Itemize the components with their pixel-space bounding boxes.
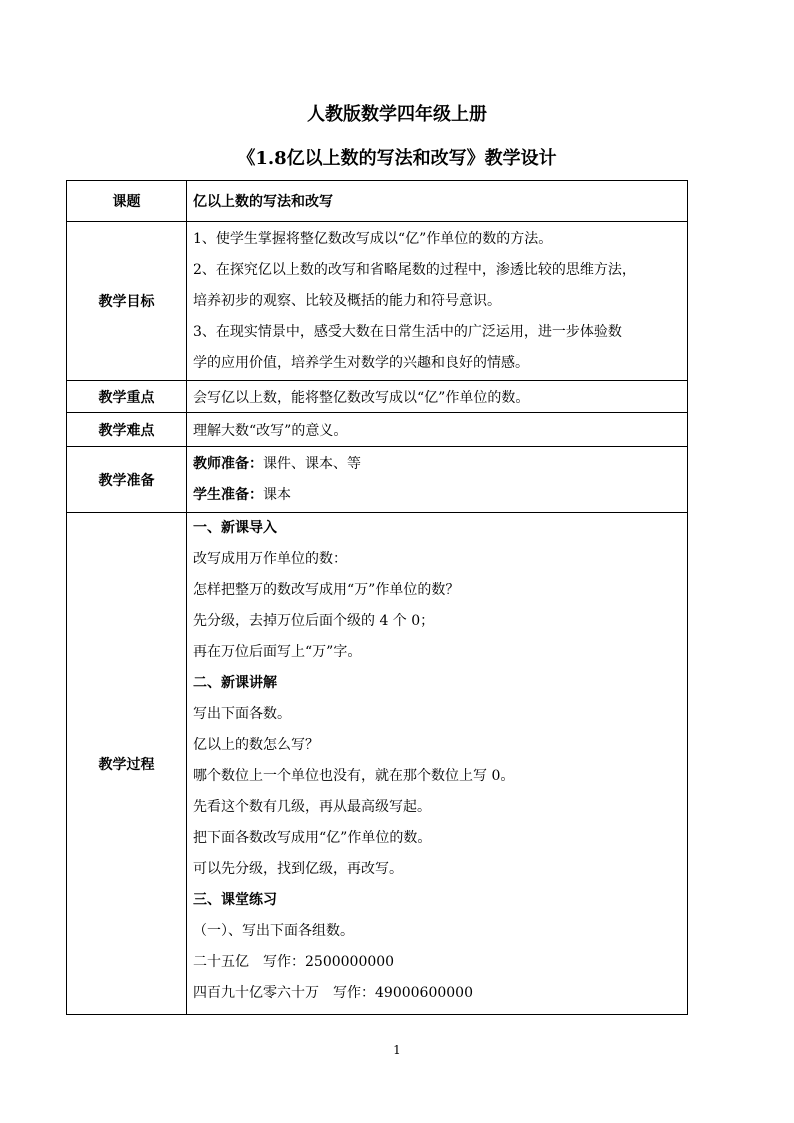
difficulties-label: 教学难点 — [67, 413, 187, 447]
section-heading: 三、课堂练习 — [193, 892, 277, 908]
topic-label: 课题 — [67, 181, 187, 222]
goal-line: 1、使学生掌握将整亿数改写成以“亿”作单位的数的方法。 — [193, 230, 553, 247]
preparation-content — [187, 447, 688, 513]
row-difficulties — [67, 413, 688, 447]
lesson-title: 《1.8亿以上数的写法和改写》教学设计 — [237, 148, 557, 169]
process-line: 怎样把整万的数改写成用“万”作单位的数？ — [193, 582, 460, 598]
goals-label: 教学目标 — [67, 222, 187, 381]
section-heading: 一、新课导入 — [193, 520, 277, 536]
goal-line: 培养初步的观察、比较及概括的能力和符号意识。 — [193, 292, 501, 309]
student-prep — [193, 480, 681, 511]
process-line: 把下面各数改写成用“亿”作单位的数。 — [193, 830, 432, 846]
process-line: 先看这个数有几级，再从最高级写起。 — [193, 799, 431, 815]
teacher-prep-value: 课件、课本、等 — [263, 455, 361, 472]
goal-line: 3、在现实情景中，感受大数在日常生活中的广泛运用，进一步体验数 — [193, 323, 622, 340]
process-line: 写出下面各数。 — [193, 706, 291, 722]
student-prep-label: 学生准备： — [193, 486, 263, 503]
goal-line: 2、在探究亿以上数的改写和省略尾数的过程中，渗透比较的思维方法， — [193, 261, 636, 278]
row-process — [67, 513, 688, 1015]
preparation-label: 教学准备 — [67, 447, 187, 513]
process-line: 四百九十亿零六十万 写作：49000600000 — [193, 985, 473, 1001]
process-line: 可以先分级，找到亿级，再改写。 — [193, 861, 403, 877]
teacher-prep — [193, 449, 681, 480]
process-content — [187, 513, 688, 1015]
document-title: 人教版数学四年级上册 — [307, 104, 487, 125]
process-line: 亿以上的数怎么写？ — [193, 737, 319, 753]
topic-value: 亿以上数的写法和改写 — [187, 181, 688, 222]
section-heading: 二、新课讲解 — [193, 675, 277, 691]
goal-line: 学的应用价值，培养学生对数学的兴趣和良好的情感。 — [193, 354, 529, 371]
key-points-value: 会写亿以上数，能将整亿数改写成以“亿”作单位的数。 — [187, 381, 688, 413]
page-number: 1 — [393, 1043, 401, 1057]
process-lines — [193, 513, 681, 1009]
process-line: （一）、写出下面各组数。 — [193, 923, 354, 939]
process-line: 二十五亿 写作：2500000000 — [193, 954, 395, 970]
row-key-points — [67, 381, 688, 413]
process-line: 先分级，去掉万位后面个级的 4 个 0； — [193, 613, 435, 629]
process-line: 改写成用万作单位的数： — [193, 551, 347, 567]
goals-content — [187, 222, 688, 381]
row-preparation — [67, 447, 688, 513]
process-line: 再在万位后面写上“万”字。 — [193, 644, 362, 660]
student-prep-value: 课本 — [263, 486, 291, 503]
goals-lines — [193, 224, 681, 379]
key-points-label: 教学重点 — [67, 381, 187, 413]
process-line: 哪个数位上一个单位也没有，就在那个数位上写 0。 — [193, 768, 515, 784]
row-topic — [67, 181, 688, 222]
teacher-prep-label: 教师准备： — [193, 455, 263, 472]
row-goals — [67, 222, 688, 381]
lesson-plan-table — [66, 180, 688, 1015]
difficulties-value: 理解大数“改写”的意义。 — [187, 413, 688, 447]
process-label: 教学过程 — [67, 513, 187, 1015]
